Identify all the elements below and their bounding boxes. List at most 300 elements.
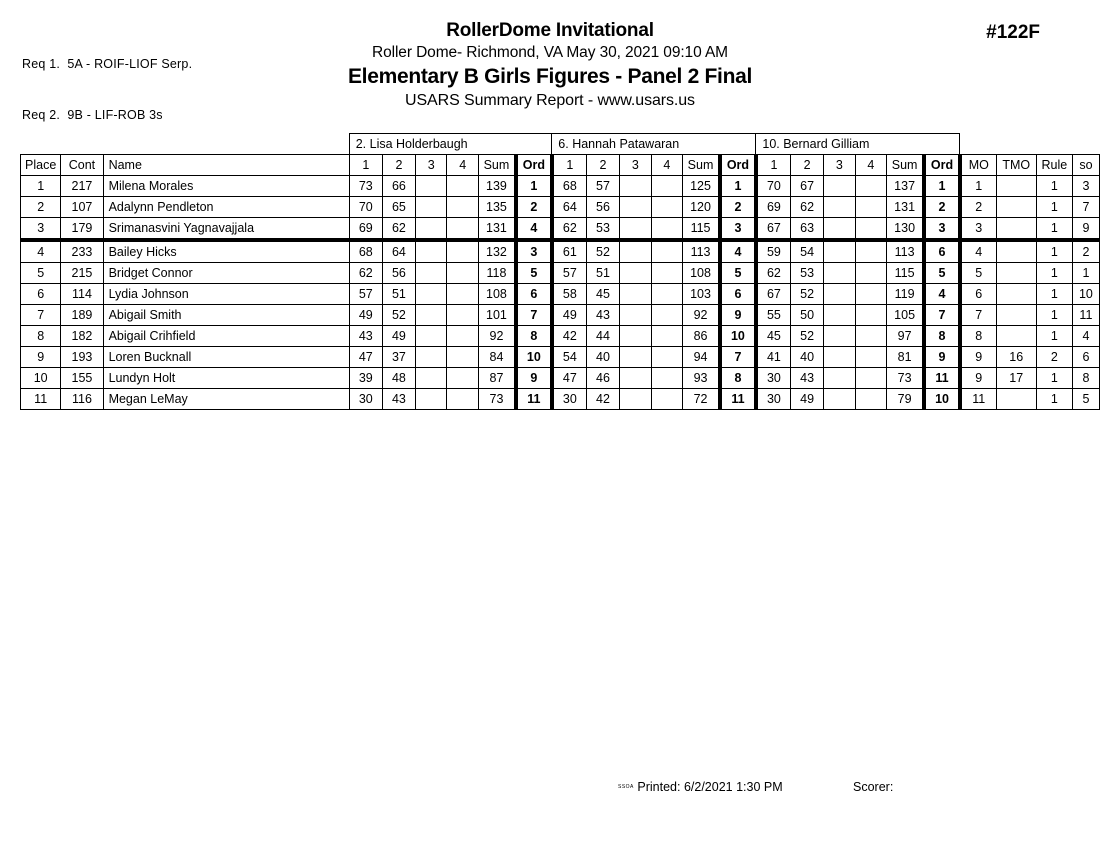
- cell-j2-s4: [651, 305, 682, 326]
- cell-name: Abigail Smith: [103, 305, 349, 326]
- cell-j2-s4: [651, 368, 682, 389]
- cell-j3-s4: [855, 263, 886, 284]
- cell-j3-s2: 53: [791, 263, 824, 284]
- cell-j1-ord: 6: [516, 284, 552, 305]
- cell-j2-s2: 45: [586, 284, 619, 305]
- cell-rule: 2: [1036, 347, 1072, 368]
- cell-tmo: [996, 218, 1036, 241]
- cell-j1-s4: [447, 368, 478, 389]
- cell-j3-s4: [855, 197, 886, 218]
- cell-name: Adalynn Pendleton: [103, 197, 349, 218]
- cell-so: 4: [1072, 326, 1099, 347]
- cell-j3-s3: [824, 197, 855, 218]
- col-header-j3-s4: 4: [855, 155, 886, 176]
- cell-j1-sum: 92: [478, 326, 515, 347]
- cell-j2-s3: [620, 347, 651, 368]
- event-title: RollerDome Invitational: [446, 20, 654, 41]
- cell-j1-s2: 48: [382, 368, 415, 389]
- cell-j1-sum: 84: [478, 347, 515, 368]
- cell-j3-sum: 119: [887, 284, 924, 305]
- cell-so: 10: [1072, 284, 1099, 305]
- spacer-cell: [1036, 134, 1072, 155]
- cell-place: 3: [21, 218, 61, 241]
- cell-j1-s3: [416, 197, 447, 218]
- cell-place: 4: [21, 240, 61, 263]
- cell-j2-s1: 42: [552, 326, 587, 347]
- cell-j1-s2: 56: [382, 263, 415, 284]
- cell-j1-s3: [416, 347, 447, 368]
- cell-j3-s3: [824, 347, 855, 368]
- cell-j2-s3: [620, 240, 651, 263]
- cell-j2-s1: 64: [552, 197, 587, 218]
- cell-j1-ord: 9: [516, 368, 552, 389]
- cell-j2-s1: 62: [552, 218, 587, 241]
- cell-j1-s3: [416, 176, 447, 197]
- cell-cont: 215: [61, 263, 103, 284]
- cell-j1-s2: 64: [382, 240, 415, 263]
- cell-j3-s2: 63: [791, 218, 824, 241]
- cell-j2-sum: 125: [683, 176, 720, 197]
- cell-cont: 189: [61, 305, 103, 326]
- cell-j3-s3: [824, 218, 855, 241]
- cell-j2-sum: 103: [683, 284, 720, 305]
- cell-j3-s1: 41: [756, 347, 791, 368]
- cell-cont: 193: [61, 347, 103, 368]
- cell-name: Lydia Johnson: [103, 284, 349, 305]
- cell-j1-sum: 135: [478, 197, 515, 218]
- cell-mo: 1: [960, 176, 996, 197]
- cell-j3-ord: 5: [924, 263, 960, 284]
- cell-j1-s4: [447, 263, 478, 284]
- cell-rule: 1: [1036, 284, 1072, 305]
- cell-mo: 9: [960, 347, 996, 368]
- col-header-j1-ord: Ord: [516, 155, 552, 176]
- cell-j2-s4: [651, 389, 682, 410]
- cell-j3-ord: 2: [924, 197, 960, 218]
- cell-j1-s1: 62: [349, 263, 382, 284]
- cell-j3-s4: [855, 347, 886, 368]
- col-header-j2-s2: 2: [586, 155, 619, 176]
- cell-j2-ord: 8: [720, 368, 756, 389]
- cell-name: Lundyn Holt: [103, 368, 349, 389]
- cell-j3-s1: 69: [756, 197, 791, 218]
- cell-j3-ord: 7: [924, 305, 960, 326]
- col-header-place: Place: [21, 155, 61, 176]
- cell-tmo: [996, 305, 1036, 326]
- cell-j1-ord: 3: [516, 240, 552, 263]
- cell-j2-s3: [620, 368, 651, 389]
- cell-j1-ord: 7: [516, 305, 552, 326]
- cell-j1-s2: 37: [382, 347, 415, 368]
- col-header-cont: Cont: [61, 155, 103, 176]
- scorer-label: Scorer:: [853, 780, 894, 794]
- cell-j1-sum: 87: [478, 368, 515, 389]
- cell-j2-s4: [651, 284, 682, 305]
- cell-j1-s1: 47: [349, 347, 382, 368]
- cell-j1-sum: 73: [478, 389, 515, 410]
- cell-j1-s4: [447, 218, 478, 241]
- cell-j2-ord: 2: [720, 197, 756, 218]
- cell-j1-ord: 1: [516, 176, 552, 197]
- cell-j2-s4: [651, 176, 682, 197]
- cell-rule: 1: [1036, 305, 1072, 326]
- cell-name: Megan LeMay: [103, 389, 349, 410]
- table-row: [21, 326, 1100, 347]
- cell-so: 11: [1072, 305, 1099, 326]
- cell-j3-sum: 105: [887, 305, 924, 326]
- cell-mo: 2: [960, 197, 996, 218]
- cell-so: 2: [1072, 240, 1099, 263]
- cell-j1-ord: 11: [516, 389, 552, 410]
- cell-j2-sum: 120: [683, 197, 720, 218]
- col-header-j1-sum: Sum: [478, 155, 515, 176]
- cell-mo: 9: [960, 368, 996, 389]
- cell-cont: 107: [61, 197, 103, 218]
- cell-rule: 1: [1036, 389, 1072, 410]
- spacer-cell: [1072, 134, 1099, 155]
- cell-j3-s1: 45: [756, 326, 791, 347]
- table-row: [21, 176, 1100, 197]
- cell-cont: 182: [61, 326, 103, 347]
- col-header-so: so: [1072, 155, 1099, 176]
- table-row: [21, 197, 1100, 218]
- table-row: [21, 263, 1100, 284]
- cell-mo: 8: [960, 326, 996, 347]
- spacer-cell: [21, 134, 61, 155]
- cell-j2-s4: [651, 263, 682, 284]
- cell-j2-sum: 72: [683, 389, 720, 410]
- cell-j3-ord: 4: [924, 284, 960, 305]
- cell-j2-s2: 53: [586, 218, 619, 241]
- cell-j2-ord: 9: [720, 305, 756, 326]
- cell-j3-s2: 62: [791, 197, 824, 218]
- cell-j3-s2: 50: [791, 305, 824, 326]
- cell-tmo: [996, 240, 1036, 263]
- cell-mo: 5: [960, 263, 996, 284]
- spacer-cell: [61, 134, 103, 155]
- cell-j2-s4: [651, 240, 682, 263]
- cell-cont: 233: [61, 240, 103, 263]
- column-header-row: [21, 155, 1100, 176]
- cell-cont: 155: [61, 368, 103, 389]
- cell-j3-sum: 79: [887, 389, 924, 410]
- cell-rule: 1: [1036, 218, 1072, 241]
- col-header-j2-s4: 4: [651, 155, 682, 176]
- table-row: [21, 368, 1100, 389]
- cell-j3-ord: 11: [924, 368, 960, 389]
- cell-j3-s1: 62: [756, 263, 791, 284]
- cell-j3-sum: 137: [887, 176, 924, 197]
- cell-tmo: [996, 389, 1036, 410]
- col-header-j3-ord: Ord: [924, 155, 960, 176]
- cell-rule: 1: [1036, 197, 1072, 218]
- cell-j1-s3: [416, 368, 447, 389]
- cell-j2-ord: 11: [720, 389, 756, 410]
- cell-j1-s1: 73: [349, 176, 382, 197]
- cell-j1-sum: 132: [478, 240, 515, 263]
- cell-j3-s2: 40: [791, 347, 824, 368]
- cell-j3-s2: 52: [791, 284, 824, 305]
- cell-so: 6: [1072, 347, 1099, 368]
- cell-j1-ord: 5: [516, 263, 552, 284]
- cell-j1-s3: [416, 305, 447, 326]
- cell-j1-s3: [416, 284, 447, 305]
- cell-j2-ord: 6: [720, 284, 756, 305]
- cell-j3-s3: [824, 368, 855, 389]
- cell-j1-sum: 101: [478, 305, 515, 326]
- cell-j1-s4: [447, 240, 478, 263]
- spacer-cell: [996, 134, 1036, 155]
- cell-j1-s4: [447, 284, 478, 305]
- cell-tmo: [996, 284, 1036, 305]
- cell-place: 5: [21, 263, 61, 284]
- cell-cont: 114: [61, 284, 103, 305]
- cell-rule: 1: [1036, 368, 1072, 389]
- cell-name: Milena Morales: [103, 176, 349, 197]
- cell-cont: 179: [61, 218, 103, 241]
- cell-j2-s2: 56: [586, 197, 619, 218]
- table-row: [21, 305, 1100, 326]
- cell-j1-s4: [447, 305, 478, 326]
- cell-j2-sum: 86: [683, 326, 720, 347]
- judge-header-1: 2. Lisa Holderbaugh: [349, 134, 552, 155]
- col-header-j1-s1: 1: [349, 155, 382, 176]
- requirement-line-1: Req 1. 5A - ROIF-LIOF Serp.: [22, 57, 193, 71]
- cell-j2-s2: 52: [586, 240, 619, 263]
- cell-j2-s4: [651, 326, 682, 347]
- cell-j3-s1: 55: [756, 305, 791, 326]
- cell-j2-s3: [620, 305, 651, 326]
- table-row: [21, 284, 1100, 305]
- cell-j2-ord: 10: [720, 326, 756, 347]
- table-row: [21, 347, 1100, 368]
- cell-place: 7: [21, 305, 61, 326]
- cell-j1-s4: [447, 326, 478, 347]
- cell-j2-s1: 30: [552, 389, 587, 410]
- cell-j2-s1: 47: [552, 368, 587, 389]
- cell-so: 9: [1072, 218, 1099, 241]
- cell-j1-s2: 66: [382, 176, 415, 197]
- cell-j2-s2: 57: [586, 176, 619, 197]
- cell-cont: 217: [61, 176, 103, 197]
- cell-j1-sum: 118: [478, 263, 515, 284]
- cell-j2-ord: 5: [720, 263, 756, 284]
- col-header-j3-sum: Sum: [887, 155, 924, 176]
- cell-j1-s4: [447, 389, 478, 410]
- cell-rule: 1: [1036, 326, 1072, 347]
- cell-j2-s1: 49: [552, 305, 587, 326]
- cell-j2-s1: 58: [552, 284, 587, 305]
- cell-j1-s2: 43: [382, 389, 415, 410]
- cell-j3-sum: 81: [887, 347, 924, 368]
- col-header-j2-ord: Ord: [720, 155, 756, 176]
- cell-j3-s3: [824, 305, 855, 326]
- judge-header-3: 10. Bernard Gilliam: [756, 134, 960, 155]
- cell-j2-s2: 46: [586, 368, 619, 389]
- cell-j3-s2: 67: [791, 176, 824, 197]
- cell-j3-s2: 43: [791, 368, 824, 389]
- cell-rule: 1: [1036, 240, 1072, 263]
- cell-j1-s1: 39: [349, 368, 382, 389]
- cell-j3-s3: [824, 176, 855, 197]
- cell-j2-s3: [620, 326, 651, 347]
- cell-j2-s1: 54: [552, 347, 587, 368]
- cell-j3-s4: [855, 389, 886, 410]
- cell-j2-sum: 115: [683, 218, 720, 241]
- cell-so: 3: [1072, 176, 1099, 197]
- cell-j3-s1: 67: [756, 284, 791, 305]
- cell-j1-s3: [416, 326, 447, 347]
- cell-j3-s3: [824, 284, 855, 305]
- cell-name: Loren Bucknall: [103, 347, 349, 368]
- cell-j3-s4: [855, 284, 886, 305]
- cell-so: 7: [1072, 197, 1099, 218]
- cell-j2-sum: 93: [683, 368, 720, 389]
- cell-j1-ord: 8: [516, 326, 552, 347]
- cell-j3-s4: [855, 305, 886, 326]
- cell-j1-ord: 2: [516, 197, 552, 218]
- cell-tmo: 17: [996, 368, 1036, 389]
- col-header-j2-s1: 1: [552, 155, 587, 176]
- cell-j2-sum: 94: [683, 347, 720, 368]
- cell-j3-sum: 115: [887, 263, 924, 284]
- cell-j1-s1: 68: [349, 240, 382, 263]
- col-header-j1-s4: 4: [447, 155, 478, 176]
- col-header-j3-s2: 2: [791, 155, 824, 176]
- cell-mo: 4: [960, 240, 996, 263]
- cell-j2-sum: 113: [683, 240, 720, 263]
- cell-mo: 11: [960, 389, 996, 410]
- cell-j1-s1: 30: [349, 389, 382, 410]
- cell-j3-sum: 97: [887, 326, 924, 347]
- col-header-tmo: TMO: [996, 155, 1036, 176]
- cell-j3-ord: 8: [924, 326, 960, 347]
- cell-j3-s4: [855, 240, 886, 263]
- cell-j1-s1: 49: [349, 305, 382, 326]
- cell-j2-s2: 51: [586, 263, 619, 284]
- cell-j3-s1: 70: [756, 176, 791, 197]
- cell-j3-s1: 30: [756, 368, 791, 389]
- cell-j3-ord: 3: [924, 218, 960, 241]
- cell-j1-s1: 70: [349, 197, 382, 218]
- cell-place: 9: [21, 347, 61, 368]
- cell-j3-s3: [824, 240, 855, 263]
- cell-j1-s3: [416, 263, 447, 284]
- cell-j3-s2: 54: [791, 240, 824, 263]
- cell-j3-ord: 6: [924, 240, 960, 263]
- cell-j3-sum: 130: [887, 218, 924, 241]
- cell-tmo: [996, 326, 1036, 347]
- document-number: #122F: [986, 22, 1040, 43]
- cell-so: 5: [1072, 389, 1099, 410]
- cell-j1-s2: 49: [382, 326, 415, 347]
- cell-j1-s3: [416, 218, 447, 241]
- cell-j2-s3: [620, 284, 651, 305]
- cell-j1-s2: 65: [382, 197, 415, 218]
- cell-place: 2: [21, 197, 61, 218]
- cell-j2-ord: 3: [720, 218, 756, 241]
- col-header-j1-s3: 3: [416, 155, 447, 176]
- cell-j2-s4: [651, 197, 682, 218]
- cell-j3-s3: [824, 326, 855, 347]
- cell-j1-s2: 51: [382, 284, 415, 305]
- cell-j1-s4: [447, 197, 478, 218]
- cell-mo: 6: [960, 284, 996, 305]
- spacer-cell: [960, 134, 996, 155]
- cell-j2-s1: 68: [552, 176, 587, 197]
- spacer-cell: [103, 134, 349, 155]
- cell-j2-s3: [620, 263, 651, 284]
- col-header-j1-s2: 2: [382, 155, 415, 176]
- cell-name: Abigail Crihfield: [103, 326, 349, 347]
- cell-j3-sum: 131: [887, 197, 924, 218]
- page-title: Elementary B Girls Figures - Panel 2 Final: [347, 65, 753, 88]
- cell-j2-s3: [620, 197, 651, 218]
- cell-j2-sum: 108: [683, 263, 720, 284]
- cell-j3-ord: 9: [924, 347, 960, 368]
- cell-place: 1: [21, 176, 61, 197]
- cell-j2-s3: [620, 389, 651, 410]
- cell-place: 8: [21, 326, 61, 347]
- cell-j1-s2: 52: [382, 305, 415, 326]
- cell-name: Bailey Hicks: [103, 240, 349, 263]
- col-header-rule: Rule: [1036, 155, 1072, 176]
- cell-j2-s2: 43: [586, 305, 619, 326]
- venue-datetime: Roller Dome- Richmond, VA May 30, 2021 09:10 AM: [372, 44, 728, 61]
- cell-j3-s2: 52: [791, 326, 824, 347]
- cell-j2-s1: 57: [552, 263, 587, 284]
- cell-j2-s4: [651, 218, 682, 241]
- cell-j3-s4: [855, 368, 886, 389]
- cell-j2-s2: 44: [586, 326, 619, 347]
- print-marker: SSOA: [618, 784, 634, 790]
- cell-name: Srimanasvini Yagnavajjala: [103, 218, 349, 241]
- cell-j2-s4: [651, 347, 682, 368]
- cell-j1-ord: 4: [516, 218, 552, 241]
- results-table: [20, 133, 1100, 410]
- cell-j3-s1: 30: [756, 389, 791, 410]
- cell-name: Bridget Connor: [103, 263, 349, 284]
- cell-place: 10: [21, 368, 61, 389]
- cell-mo: 3: [960, 218, 996, 241]
- cell-j1-s2: 62: [382, 218, 415, 241]
- cell-j3-s4: [855, 326, 886, 347]
- col-header-j3-s1: 1: [756, 155, 791, 176]
- cell-j1-sum: 131: [478, 218, 515, 241]
- cell-tmo: 16: [996, 347, 1036, 368]
- cell-j2-s3: [620, 218, 651, 241]
- cell-j2-s3: [620, 176, 651, 197]
- cell-j3-s4: [855, 176, 886, 197]
- cell-j1-s4: [447, 176, 478, 197]
- cell-j1-s3: [416, 240, 447, 263]
- col-header-j2-sum: Sum: [683, 155, 720, 176]
- cell-so: 8: [1072, 368, 1099, 389]
- cell-j3-s4: [855, 218, 886, 241]
- judge-group-header-row: [21, 134, 1100, 155]
- cell-j1-s3: [416, 389, 447, 410]
- report-subtitle: USARS Summary Report - www.usars.us: [405, 92, 695, 109]
- cell-place: 6: [21, 284, 61, 305]
- cell-j2-s2: 40: [586, 347, 619, 368]
- cell-j3-s1: 67: [756, 218, 791, 241]
- cell-j2-s1: 61: [552, 240, 587, 263]
- cell-j3-ord: 1: [924, 176, 960, 197]
- cell-so: 1: [1072, 263, 1099, 284]
- cell-rule: 1: [1036, 176, 1072, 197]
- cell-tmo: [996, 263, 1036, 284]
- judge-header-2: 6. Hannah Patawaran: [552, 134, 756, 155]
